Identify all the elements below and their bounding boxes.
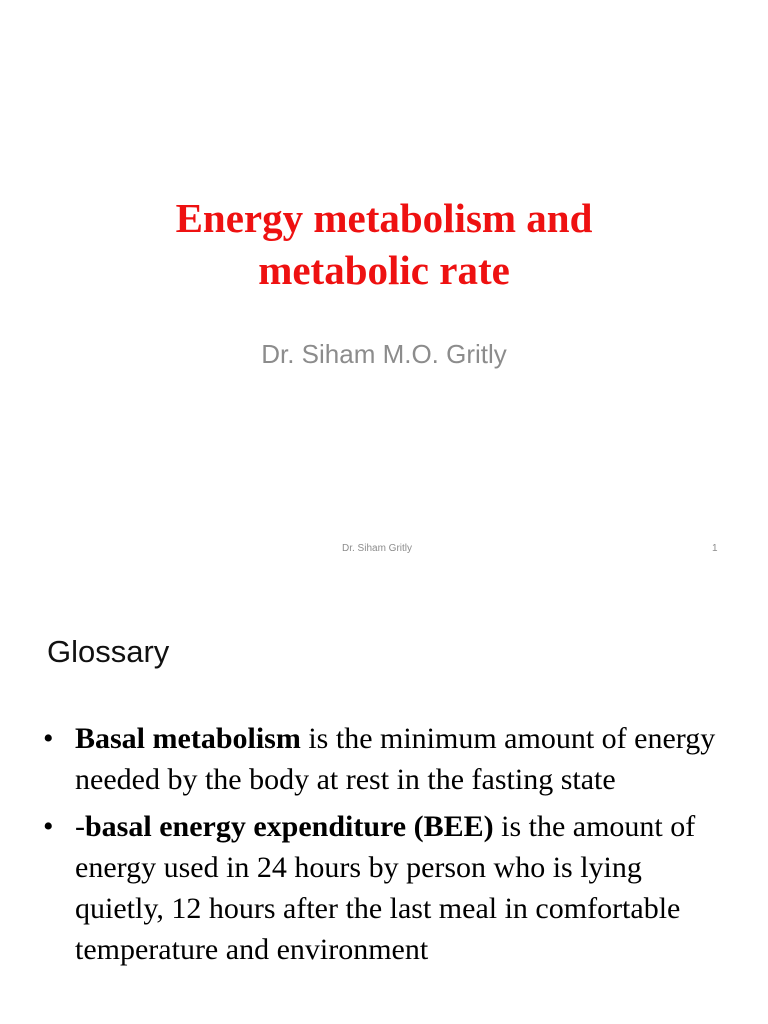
bullet-icon: • [43, 810, 54, 843]
glossary-slide [0, 576, 768, 1024]
term-basal-metabolism: Basal metabolism [75, 722, 301, 755]
slide-footer: Dr. Siham Gritly [342, 543, 413, 554]
definition-text: is the amount of energy used in 24 hours by person who is lying quietly, 12 hours after the last meal in comfortable temperature and environment [75, 810, 696, 966]
slide-title-line-1: Energy metabolism and [175, 195, 593, 241]
term-abbreviation: (BEE) [413, 810, 494, 843]
bullet-item-basal-metabolism [43, 718, 723, 800]
term-space [406, 810, 414, 843]
slide-heading: Glossary [47, 634, 170, 669]
term-basal-energy-expenditure: basal energy expenditure [85, 810, 407, 843]
slide-number: 1 [712, 543, 718, 554]
slide-title [0, 192, 768, 296]
definition-text: is the minimum amount of energy needed by the body at rest in the fasting state [75, 722, 716, 796]
bullet-item-bee [43, 806, 723, 970]
bullet-icon: • [43, 722, 54, 755]
bullet-list [43, 718, 723, 976]
slide-title-line-2: metabolic rate [258, 247, 510, 293]
prefix-dash: - [75, 810, 85, 843]
slide-subtitle-author: Dr. Siham M.O. Gritly [261, 339, 507, 369]
